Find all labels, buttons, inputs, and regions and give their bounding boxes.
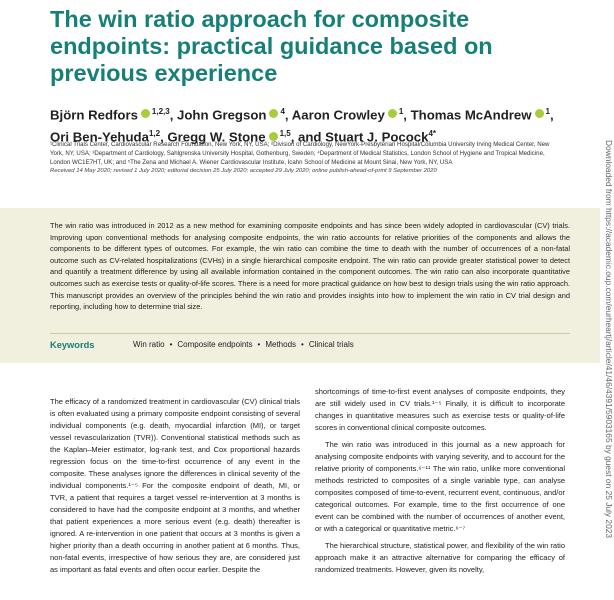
- author-affiliation-marker: 1,5: [279, 129, 291, 139]
- body-column-left: [50, 396, 300, 576]
- article-title: The win ratio approach for composite endpoints: practical guidance based on previous experience: [50, 6, 493, 86]
- keywords-divider: [50, 333, 570, 334]
- keyword[interactable]: Composite endpoints: [177, 340, 253, 349]
- author-name[interactable]: Ori Ben-Yehuda: [50, 129, 149, 145]
- author-name[interactable]: Gregg W. Stone: [167, 129, 266, 145]
- orcid-icon[interactable]: [269, 132, 278, 141]
- author-affiliation-marker: 1: [545, 107, 550, 116]
- author-name[interactable]: Björn Redfors: [50, 107, 138, 123]
- author-name[interactable]: and Stuart J. Pocock: [298, 129, 429, 145]
- orcid-icon[interactable]: [269, 109, 278, 118]
- author-affiliation-marker: 1,2,3: [151, 107, 170, 116]
- keyword-separator: •: [301, 340, 304, 349]
- keyword[interactable]: Methods: [265, 340, 297, 349]
- keywords-label: Keywords: [50, 340, 95, 350]
- author-affiliation-marker: 4: [280, 107, 285, 116]
- author-affiliation-marker: 1: [398, 107, 404, 116]
- author-list: Björn Redfors $^{1,2,3}$, John Gregson $^4$, Aaron Crowley $^1$, Thomas McAndrew $^1$, Ori Ben-Yehuda$^{1,2}$, Gregg W. Stone $^{1,5}$, and Stuart J. Pocock$^{4*}$: [50, 107, 554, 145]
- keyword-separator: •: [169, 340, 173, 349]
- author-name[interactable]: John Gregson: [177, 107, 267, 123]
- keywords-list: [133, 340, 354, 349]
- author-name[interactable]: Aaron Crowley: [291, 107, 385, 123]
- orcid-icon[interactable]: [535, 109, 544, 118]
- body-paragraph: The efficacy of a randomized treatment in cardiovascular (CV) clinical trials is often evaluated using a primary composite endpoint consisting of several individual components (e.g. death, myocardial infarction (MI), or target vessel revascularization (TVR)). Conventional statistical methods such as the Kaplan–Meier estimator, log-rank test, and Cox proportional hazards regression focus on the time-to-first occurrence of any event in the composite. These analyses ignore the differences in clinical severity of the individual components.¹⁻⁵ For the composite endpoint of death, MI, or TVR, a patient that requires a target vessel re-intervention at 3 months is considered to have had the composite endpoint at 3 months, and whether that patient experiences a more serious event (e.g. death) thereafter is ignored. A re-intervention in one patient that occurs at 3 months is given a higher priority than a death occurring in another patient at 6 months. Thus, non-fatal events, irrespective of how serious they are, are considered just as important as fatal events and often occur earlier. Despite the: [50, 397, 300, 574]
- body-paragraph: shortcomings of time-to-first event analyses of composite endpoints, they are still widely used in CV trials.¹⁻⁵ Finally, it is difficult to incorporate changes in quantitative measures such as exercise tests or quality-of-life scores in conventional clinical composite outcomes.: [315, 387, 565, 432]
- keyword[interactable]: Clinical trials: [308, 340, 354, 349]
- affiliations: ¹Clinical Trials Center, Cardiovascular Research Foundation, New York, NY, USA; ²Division of Cardiology, NewYork-Presbyterian Hospital/Columbia University Irving Medical Center, New York, NY, USA; ³Department of Cardiology, Sahlgrenska University Hospital, Gothenburg, Sweden; ⁴Department of Medical Statistics, London School of Hygiene and Tropical Medicine, London WC1E7HT, UK; and ⁵The Zena and Michael A. Wiener Cardiovascular Institute, Icahn School of Medicine at Mount Sinai, New York, NY, USA: [50, 141, 550, 166]
- abstract-text: The win ratio was introduced in 2012 as a new method for examining composite endpoints and has since been widely adopted in cardiovascular (CV) trials. Improving upon conventional methods for analysing composite endpoints, the win ratio accounts for relative priorities of the components and allows the components to be different types of outcomes. For example, the win ratio can combine the time to death with the number of occurrences of a non-fatal outcome such as CV-related hospitalizations (CVHs) in a single hierarchical composite endpoint. The win ratio can provide greater statistical power to detect and quantify a treatment difference by using all available information contained in the component outcomes. The win ratio can also incorporate quantitative outcomes such as exercise tests or quality-of-life scores. There is a need for more practical guidance on how best to design trials using the win ratio approach. This manuscript provides an overview of the principles behind the win ratio and provides insights into how to implement the win ratio in CV trial design and reporting, including how to determine trial size.: [50, 221, 570, 312]
- publication-dates: Received 14 May 2020; revised 1 July 2020; editorial decision 25 July 2020; accepted 29 July 2020; online publish-ahead-of-print 9 September 2020: [50, 168, 437, 174]
- download-watermark: Downloaded from https://academic.oup.com/eurheartj/article/41/46/4391/5903165 by guest on 25 July 2023: [604, 140, 614, 539]
- body-column-right: [315, 386, 565, 576]
- body-paragraph: The win ratio was introduced in this journal as a new approach for analysing composite endpoints with varying severity, and to account for the relative priority of components.⁶⁻¹¹ The win ratio, unlike more conventional methods restricted to composites of a single variable type, can analyse composites composed of time-to-event, recurrent event, continuous, and/or categorical outcomes. For example, time to the first occurrence of one event can be combined with the number of occurrences of another event, or with a categorical or quantitative metric.⁶⁻⁷: [315, 440, 565, 533]
- keyword-separator: •: [257, 340, 261, 349]
- body-paragraph: The hierarchical structure, statistical power, and flexibility of the win ratio approach make it an attractive alternative for comparing the efficacy of randomized treatments. However, given its novelty,: [315, 541, 565, 574]
- orcid-icon[interactable]: [141, 109, 150, 118]
- keyword[interactable]: Win ratio: [133, 340, 165, 349]
- author-affiliation-marker: 4*: [428, 129, 437, 139]
- author-affiliation-marker: 1,2: [148, 129, 161, 139]
- orcid-icon[interactable]: [388, 109, 397, 118]
- author-name[interactable]: Thomas McAndrew: [410, 107, 532, 123]
